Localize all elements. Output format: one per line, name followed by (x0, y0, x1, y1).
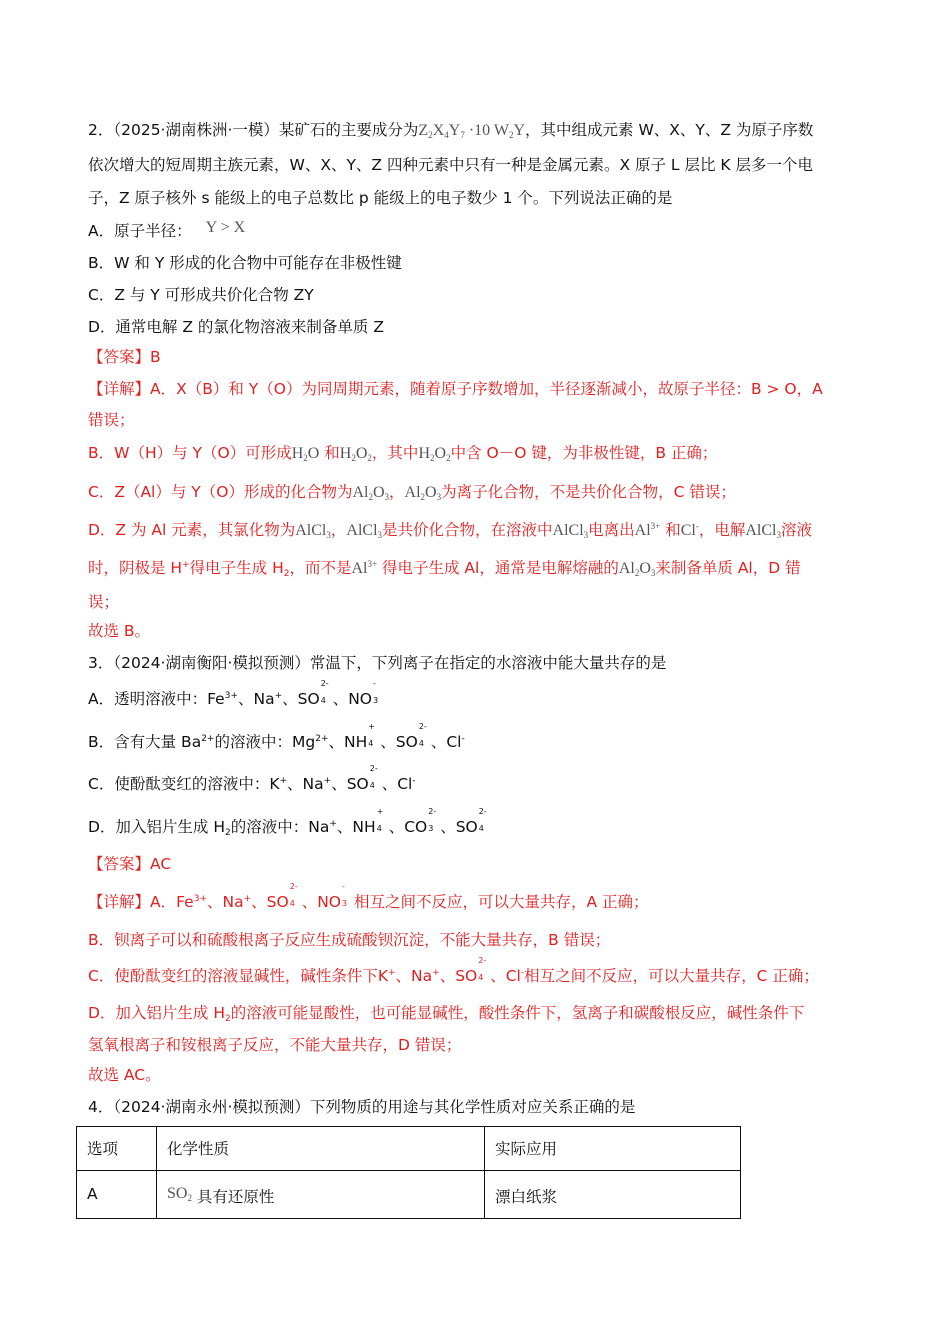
h2o-formula: $H_2O$ (291, 445, 320, 463)
q2-explanation-a-cont: 错误； (88, 411, 135, 429)
q2-conclusion: 故选 B。 (88, 622, 151, 640)
al2o3-formula: $Al_2O_3$ (404, 484, 442, 502)
q2-stem-line3: 子，Z 原子核外 s 能级上的电子总数比 p 能级上的电子数少 1 个。下列说法正确的是 (88, 189, 673, 207)
al3-ion: $Al^{3+}$ (634, 521, 661, 539)
alcl3-formula: AlCl$_3$ (552, 522, 589, 540)
q2-explanation-d-end: 误； (88, 593, 120, 611)
cell-property: $SO_2$ 具有还原性 (157, 1171, 485, 1219)
cl-ion: Cl- (680, 521, 699, 539)
q2-option-a: A．原子半径： Y > X (88, 219, 246, 240)
q3-answer: 【答案】AC (88, 855, 172, 873)
q2-explanation-d: D．Z 为 Al 元素，其氯化物为AlCl$_3$，AlCl$_3$是共价化合物，在溶液中AlCl$_3$电离出$Al^{3+}$ 和Cl-，电解AlCl$_3$溶液 (88, 521, 812, 540)
q3-explanation-b: B．钡离子可以和硫酸根离子反应生成硫酸钡沉淀，不能大量共存，B 错误； (88, 931, 611, 949)
q2-explanation-c: C．Z（Al）与 Y（O）形成的化合物为$Al_2O_3$，$Al_2O_3$为离子化合物，不是共价化合物，C 错误； (88, 483, 736, 502)
alcl3-formula: AlCl$_3$ (295, 522, 331, 540)
alcl3-formula: AlCl$_3$ (346, 522, 383, 540)
header-application: 实际应用 (485, 1127, 741, 1171)
q3-explanation-a: 【详解】A．$Fe^{3+}$、Na+、SO 2- 4 、NO - 3 相互之间不反应，可以大量共存，A 正确； (88, 882, 649, 911)
al2o3-formula: $Al_2O_3$ (618, 560, 656, 578)
table-row (77, 1171, 741, 1219)
al3-ion: $Al^{3+}$ (351, 559, 378, 577)
q3-option-c: C．使酚酞变红的溶液中：K+、Na+、SO 2- 4 、Cl- (88, 764, 416, 793)
alcl3-formula: AlCl$_3$ (745, 522, 781, 540)
cell-option: A (77, 1171, 157, 1219)
table-header-row (77, 1127, 741, 1171)
q2-explanation-d-cont: 时，阴极是 H+得电子生成 $H_2$，而不是$Al^{3+}$ 得电子生成 Al，通常是电解熔融的$Al_2O_3$来制备单质 Al，D 错 (88, 559, 801, 579)
mineral-formula: $Z_2X_4Y_7 \cdot 10$ $W_2Y$ (418, 122, 526, 140)
q3-option-d: D．加入铝片生成 $H_2$的溶液中：Na+、NH + 4 、CO 2- 3 、SO 2- 4 (88, 807, 487, 838)
q3-explanation-c: C．使酚酞变红的溶液显碱性，碱性条件下K+、Na+、SO 2- 4 、Cl-相互之间不反应，可以大量共存，C 正确； (88, 956, 819, 985)
al2o3-formula: $Al_2O_3$ (352, 484, 390, 502)
h2o2-formula: $H_2O_2$ (418, 445, 451, 463)
q3-option-a: A．透明溶液中：$Fe^{3+}$、Na+、SO 2- 4 、NO - 3 (88, 679, 379, 708)
q2-explanation-a: 【详解】A．X（B）和 Y（O）为同周期元素，随着原子序数增加，半径逐渐减小，故原子半径：B > O，A (88, 380, 823, 398)
q2-option-d: D．通常电解 Z 的氯化物溶液来制备单质 Z (88, 318, 384, 336)
header-property: 化学性质 (157, 1127, 485, 1171)
q2-explanation-b: B．W（H）与 Y（O）可形成$H_2O$ 和$H_2O_2$，其中$H_2O_2$中含 O－O 键，为非极性键，B 正确； (88, 444, 718, 463)
q3-explanation-d-cont: 氢氧根离子和铵根离子反应，不能大量共存，D 错误； (88, 1036, 462, 1054)
q2-option-b: B．W 和 Y 形成的化合物中可能存在非极性键 (88, 254, 402, 272)
header-option: 选项 (77, 1127, 157, 1171)
q2-answer: 【答案】B (88, 348, 161, 366)
q3-title: 3．（2024·湖南衡阳·模拟预测）常温下，下列离子在指定的水溶液中能大量共存的是 (88, 654, 667, 672)
q3-conclusion: 故选 AC。 (88, 1066, 161, 1084)
q2-stem-line2: 依次增大的短周期主族元素，W、X、Y、Z 四种元素中只有一种是金属元素。X 原子 L 层比 K 层多一个电 (88, 156, 814, 174)
q3-explanation-d: D．加入铝片生成 $H_2$的溶液可能显酸性，也可能显碱性，酸性条件下，氢离子和碳酸根反应，碱性条件下 (88, 1004, 805, 1024)
cell-application: 漂白纸浆 (485, 1171, 741, 1219)
q4-options-table (76, 1126, 741, 1219)
q2-stem-line1: 2．（2025·湖南株洲·一模）某矿石的主要成分为$Z_2X_4Y_7 \cdot 10$ $W_2Y$，其中组成元素 W、X、Y、Z 为原子序数 (88, 121, 814, 140)
q3-option-b: B．含有大量 $Ba^{2+}$的溶液中：$Mg^{2+}$、NH + 4 、SO 2- 4 、Cl- (88, 722, 465, 751)
q2-option-c: C．Z 与 Y 可形成共价化合物 ZY (88, 286, 314, 304)
h2o2-formula: $H_2O_2$ (339, 445, 372, 463)
q4-title: 4．（2024·湖南永州·模拟预测）下列物质的用途与其化学性质对应关系正确的是 (88, 1098, 636, 1116)
